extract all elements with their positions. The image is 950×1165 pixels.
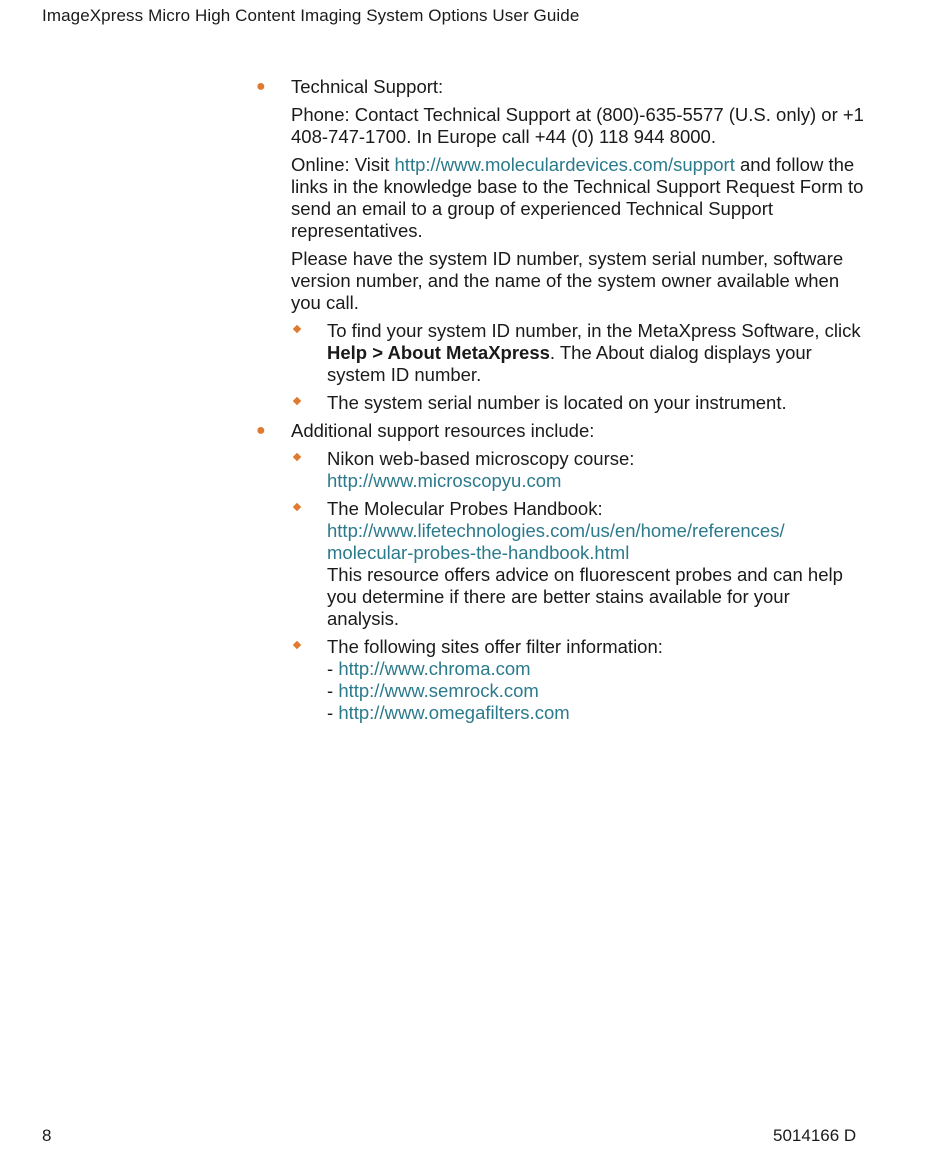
filter-line-semrock [327,680,866,702]
sub-item-molecular-probes [291,498,866,630]
phone-paragraph: Phone: Contact Technical Support at (800)-635-5577 (U.S. only) or +1 408-747-1700. In Europe call +44 (0) 118 944 8000. [291,104,864,147]
serial-number-text: The system serial number is located on your instrument. [327,392,787,413]
online-suffix: and follow the links in the knowledge base to the Technical Support Request Form to send an email to a group of experienced Technical Support representatives. [291,154,864,241]
sub-item-filters [291,636,866,724]
filter-line-omega [327,702,866,724]
running-header: ImageXpress Micro High Content Imaging System Options User Guide [42,6,580,25]
omegafilters-link[interactable]: http://www.omegafilters.com [338,702,570,723]
filters-text: The following sites offer filter information: [327,636,663,657]
lifetechnologies-link-line2[interactable]: molecular-probes-the-handbook.html [327,542,630,563]
filter-line-chroma [327,658,866,680]
bullet-technical-support [256,76,866,414]
system-id-text-b: . The About dialog displays your system ID number. [327,342,812,385]
additional-resources-heading: Additional support resources include: [291,420,595,441]
diamond-bullet-icon [293,503,301,511]
bullet-dot-icon: ● [256,422,266,439]
nikon-text: Nikon web-based microscopy course: [327,448,635,469]
support-link[interactable]: http://www.moleculardevices.com/support [394,154,735,175]
sub-item-nikon [291,448,866,492]
bullet-additional-resources [256,420,866,724]
technical-support-heading: Technical Support: [291,76,444,97]
dash: - [327,702,339,723]
please-paragraph: Please have the system ID number, system serial number, software version number, and the name of the system owner available when you call. [291,248,844,313]
online-prefix: Online: Visit [291,154,395,175]
semrock-link[interactable]: http://www.semrock.com [338,680,539,701]
support-content [256,76,866,730]
sub-item-serial-number [291,392,866,414]
system-id-text-a: To find your system ID number, in the MetaXpress Software, click [327,320,861,341]
chroma-link[interactable]: http://www.chroma.com [338,658,531,679]
microscopyu-link[interactable]: http://www.microscopyu.com [327,470,562,491]
probes-text: The Molecular Probes Handbook: [327,498,603,519]
document-number: 5014166 D [773,1126,857,1145]
dash: - [327,680,339,701]
diamond-bullet-icon [293,453,301,461]
diamond-bullet-icon [293,641,301,649]
diamond-bullet-icon [293,325,301,333]
probes-description: This resource offers advice on fluorescent probes and can help you determine if there are better stains available for your analysis. [327,564,843,629]
page-number: 8 [42,1126,52,1145]
bullet-dot-icon: ● [256,78,266,95]
lifetechnologies-link-line1[interactable]: http://www.lifetechnologies.com/us/en/home/references/ [327,520,785,541]
online-paragraph [291,154,866,242]
sub-item-system-id [291,320,866,386]
menu-path-text: Help > About MetaXpress [327,342,550,363]
diamond-bullet-icon [293,397,301,405]
dash: - [327,658,339,679]
